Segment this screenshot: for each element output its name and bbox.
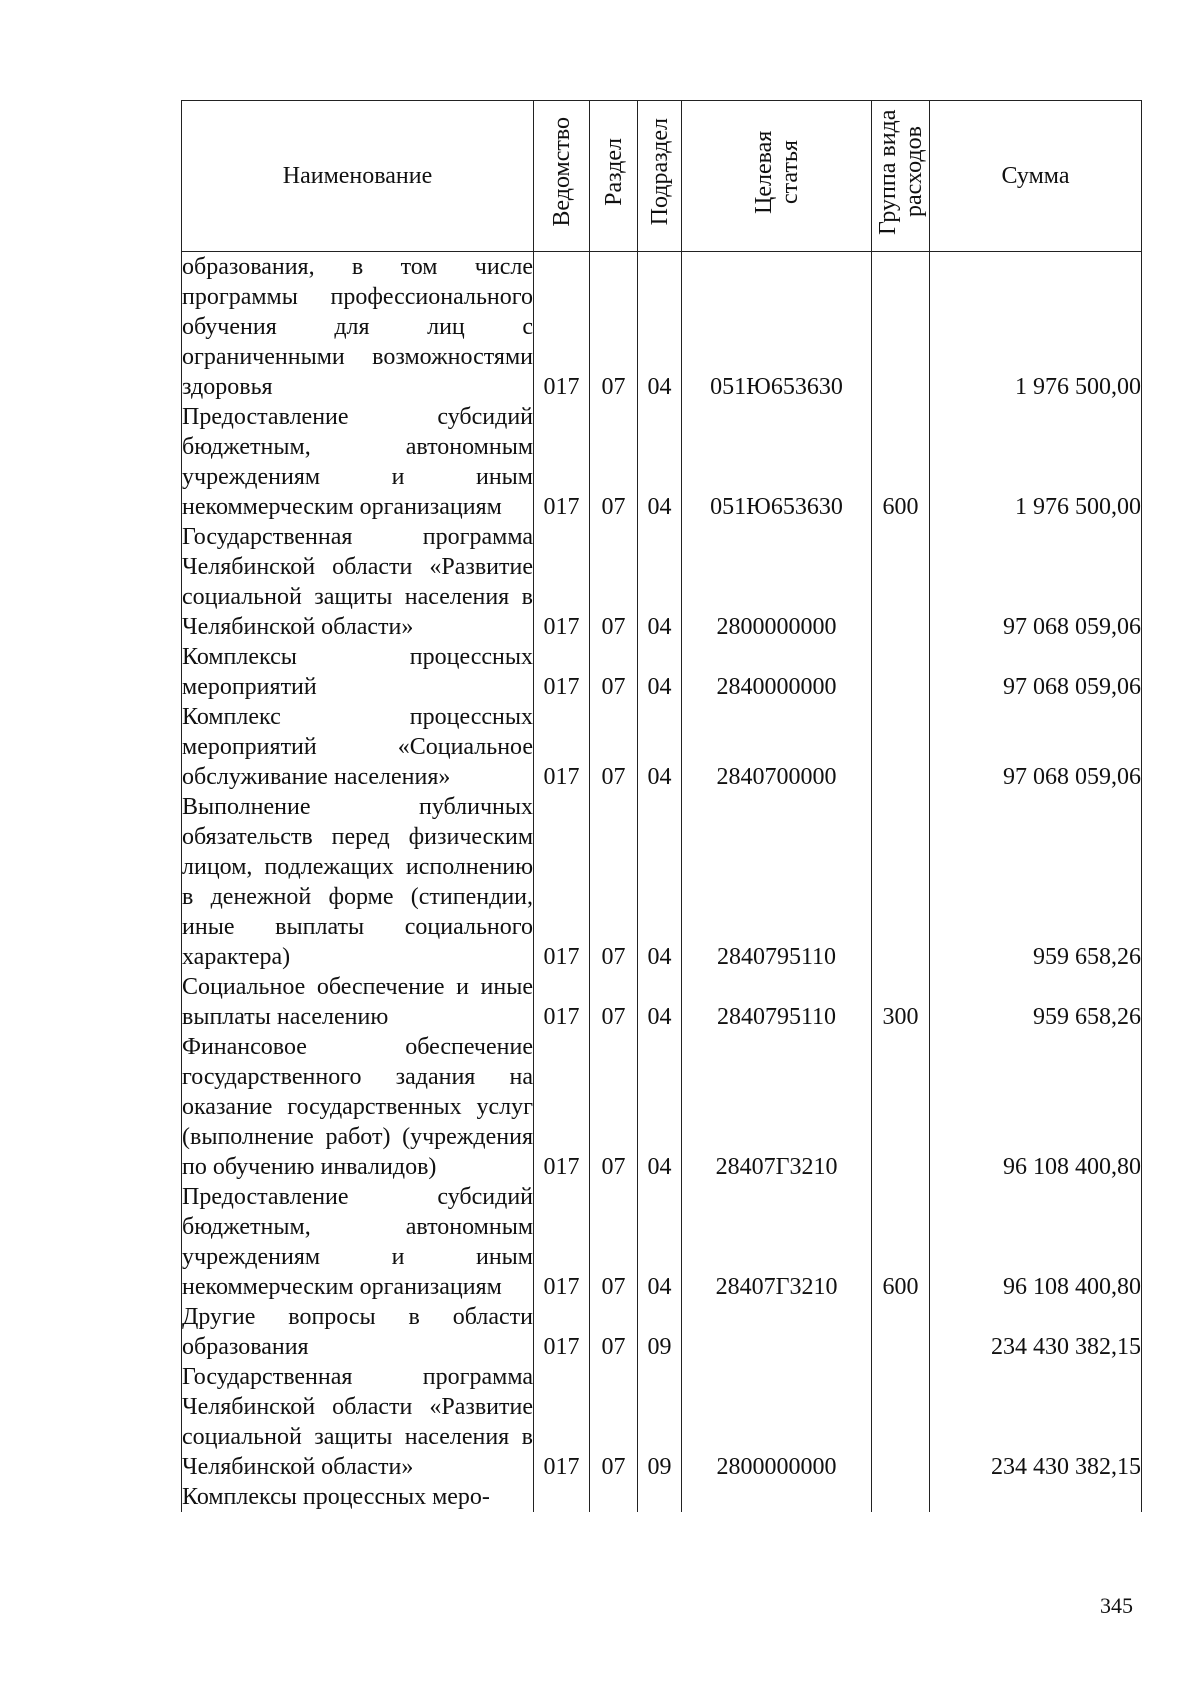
table-row (182, 252, 1142, 403)
cell-name: Предоставление субсидий бюджетным, автономным учреждениям и иным некоммерческим организациям (182, 404, 533, 520)
cell-celevaya-statya: 2800000000 (682, 522, 872, 642)
header-summa: Сумма (930, 101, 1142, 252)
cell-celevaya-statya: 051Ю653630 (682, 402, 872, 522)
cell-razdel: 07 (590, 1032, 638, 1182)
table-row (182, 792, 1142, 972)
cell-summa: 234 430 382,15 (930, 1362, 1142, 1482)
page-number: 345 (1100, 1593, 1133, 1618)
table-row (182, 972, 1142, 1032)
cell-razdel: 07 (590, 1362, 638, 1482)
header-name: Наименование (182, 101, 534, 252)
cell-summa: 234 430 382,15 (930, 1302, 1142, 1362)
table-row (182, 522, 1142, 642)
cell-name: образования, в том числе программы профессионального обучения для лиц с ограниченными возможностями здоровья (182, 252, 534, 403)
table-header-row (182, 101, 1142, 252)
cell-celevaya-statya: 051Ю653630 (682, 252, 872, 403)
cell-name: Предоставление субсидий бюджетным, автономным учреждениям и иным некоммерческим организациям (182, 1184, 533, 1300)
cell-celevaya-statya: 2840795110 (682, 972, 872, 1032)
cell-gruppa (872, 252, 930, 403)
cell-razdel: 07 (590, 972, 638, 1032)
header-celevaya-statya: Целевая статья (682, 101, 872, 252)
cell-vedomstvo: 017 (534, 1182, 590, 1302)
cell-razdel: 07 (590, 702, 638, 792)
cell-podrazdel (638, 1482, 682, 1512)
cell-name: Комплексы процессных мероприятий (182, 644, 533, 700)
cell-vedomstvo: 017 (534, 402, 590, 522)
cell-gruppa: 300 (872, 972, 930, 1032)
cell-summa: 1 976 500,00 (930, 252, 1142, 403)
cell-podrazdel: 04 (638, 972, 682, 1032)
cell-podrazdel: 04 (638, 1182, 682, 1302)
table-row (182, 1032, 1142, 1182)
header-razdel: Раздел (590, 101, 638, 252)
cell-podrazdel: 04 (638, 402, 682, 522)
cell-razdel: 07 (590, 1182, 638, 1302)
cell-podrazdel: 04 (638, 792, 682, 972)
cell-summa: 1 976 500,00 (930, 402, 1142, 522)
cell-name: Выполнение публичных обязательств перед физическим лицом, подлежащих исполнению в денежной форме (стипендии, иные выплаты социального характера) (182, 794, 533, 970)
cell-celevaya-statya (682, 1302, 872, 1362)
header-podrazdel: Подраздел (638, 101, 682, 252)
cell-gruppa: 600 (872, 402, 930, 522)
cell-vedomstvo: 017 (534, 792, 590, 972)
cell-name: Социальное обеспечение и иные выплаты населению (182, 974, 533, 1030)
cell-celevaya-statya: 2840795110 (682, 792, 872, 972)
cell-vedomstvo: 017 (534, 702, 590, 792)
cell-summa: 959 658,26 (930, 792, 1142, 972)
cell-vedomstvo: 017 (534, 522, 590, 642)
cell-podrazdel: 04 (638, 1032, 682, 1182)
table-row (182, 1362, 1142, 1482)
cell-podrazdel: 09 (638, 1302, 682, 1362)
cell-celevaya-statya: 28407Г3210 (682, 1032, 872, 1182)
cell-summa: 96 108 400,80 (930, 1032, 1142, 1182)
cell-razdel (590, 1482, 638, 1512)
cell-celevaya-statya: 2840700000 (682, 702, 872, 792)
cell-summa (930, 1482, 1142, 1512)
budget-table (181, 100, 1142, 1512)
cell-razdel: 07 (590, 402, 638, 522)
table-row (182, 642, 1142, 702)
cell-name: Другие вопросы в области образования (182, 1304, 533, 1360)
cell-gruppa (872, 702, 930, 792)
cell-name: Финансовое обеспечение государственного задания на оказание государственных услуг (выполнение работ) (учреждения по обучению инвалидов) (182, 1034, 533, 1180)
cell-razdel: 07 (590, 642, 638, 702)
cell-gruppa (872, 1362, 930, 1482)
cell-razdel: 07 (590, 1302, 638, 1362)
cell-vedomstvo: 017 (534, 252, 590, 403)
cell-gruppa (872, 1302, 930, 1362)
cell-vedomstvo (534, 1482, 590, 1512)
table-row (182, 1182, 1142, 1302)
cell-name: Государственная программа Челябинской области «Развитие социальной защиты населения в Челябинской области» (182, 524, 533, 640)
cell-razdel: 07 (590, 522, 638, 642)
table-row (182, 702, 1142, 792)
cell-podrazdel: 04 (638, 642, 682, 702)
cell-summa: 959 658,26 (930, 972, 1142, 1032)
table-body (182, 252, 1142, 1513)
cell-podrazdel: 04 (638, 702, 682, 792)
table-row (182, 402, 1142, 522)
cell-vedomstvo: 017 (534, 642, 590, 702)
cell-gruppa (872, 1032, 930, 1182)
table-row (182, 1302, 1142, 1362)
cell-name: Комплексы процессных меро- (182, 1482, 534, 1512)
cell-gruppa (872, 522, 930, 642)
cell-podrazdel: 09 (638, 1362, 682, 1482)
cell-gruppa: 600 (872, 1182, 930, 1302)
cell-summa: 97 068 059,06 (930, 702, 1142, 792)
cell-vedomstvo: 017 (534, 1362, 590, 1482)
header-gruppa-vida-rashodov: Группа вида расходов (872, 101, 930, 252)
table-row (182, 1482, 1142, 1512)
cell-summa: 97 068 059,06 (930, 642, 1142, 702)
cell-vedomstvo: 017 (534, 1032, 590, 1182)
cell-celevaya-statya (682, 1482, 872, 1512)
cell-name: Государственная программа Челябинской области «Развитие социальной защиты населения в Челябинской области» (182, 1364, 533, 1480)
cell-vedomstvo: 017 (534, 972, 590, 1032)
cell-celevaya-statya: 2840000000 (682, 642, 872, 702)
cell-name: Комплекс процессных мероприятий «Социальное обслуживание населения» (182, 704, 533, 790)
cell-vedomstvo: 017 (534, 1302, 590, 1362)
cell-gruppa (872, 792, 930, 972)
cell-celevaya-statya: 28407Г3210 (682, 1182, 872, 1302)
cell-summa: 97 068 059,06 (930, 522, 1142, 642)
cell-celevaya-statya: 2800000000 (682, 1362, 872, 1482)
cell-razdel: 07 (590, 792, 638, 972)
header-vedomstvo: Ведомство (534, 101, 590, 252)
cell-gruppa (872, 642, 930, 702)
cell-podrazdel: 04 (638, 252, 682, 403)
cell-podrazdel: 04 (638, 522, 682, 642)
cell-summa: 96 108 400,80 (930, 1182, 1142, 1302)
cell-gruppa (872, 1482, 930, 1512)
cell-razdel: 07 (590, 252, 638, 403)
